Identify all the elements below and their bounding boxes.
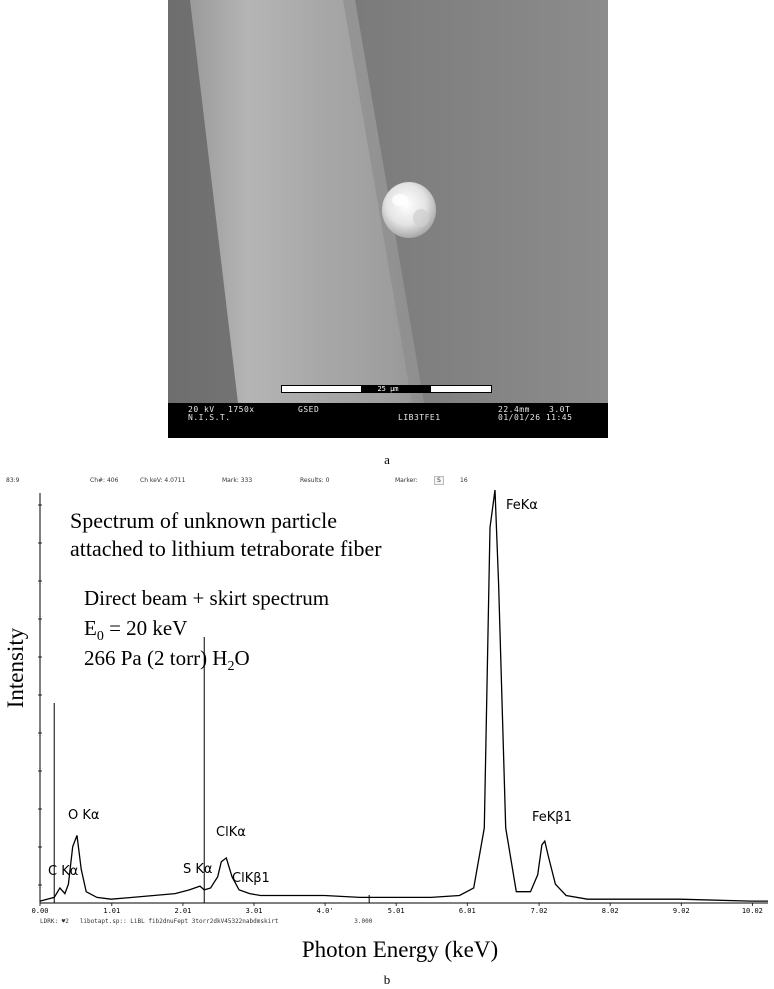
sem-micrograph <box>168 0 608 438</box>
peak-label-c-ka: C Kα <box>48 864 79 879</box>
x-axis-label: Photon Energy (keV) <box>301 937 499 962</box>
header-left: 83:9 <box>6 477 20 484</box>
panel-b-label: b <box>383 972 391 987</box>
header-mark: Mark: 333 <box>222 477 253 484</box>
peak-label-cl-kb1: ClKβ1 <box>232 871 270 886</box>
x-ticks <box>32 903 763 915</box>
spectrum-footer: LDRK: ♥2 libotapt.sp:: LiBL fib2dnuFept 3torr2dkV45322nabdmskirt 3.000 <box>40 918 373 925</box>
peak-label-fe-kb1: FeKβ1 <box>532 810 572 825</box>
x-tick-label: 5.01 <box>387 907 405 915</box>
sem-info-bar <box>168 403 608 438</box>
info-wd: 22.4mm <box>498 405 530 414</box>
x-tick-label: 10.02 <box>741 907 763 915</box>
sem-image-graphic <box>168 0 608 438</box>
peak-label-s-ka: S Kα <box>183 862 213 877</box>
info-sample: LIB3TFE1 <box>398 413 441 422</box>
panel-a-label: a <box>384 452 390 467</box>
spectrum-title-line-1: Spectrum of unknown particle <box>70 508 337 533</box>
y-axis-label: Intensity <box>3 627 28 709</box>
x-tick-label: 9.02 <box>672 907 690 915</box>
x-tick-label: 2.01 <box>174 907 192 915</box>
peak-label-cl-ka: ClKα <box>216 825 246 840</box>
header-channel: Ch#: 406 <box>90 477 119 484</box>
info-datetime: 01/01/26 11:45 <box>498 413 573 422</box>
x-tick-label: 7.02 <box>530 907 548 915</box>
condition-line-pressure: 266 Pa (2 torr) $H_2O$ <box>84 646 250 674</box>
x-tick-label: 6.01 <box>458 907 476 915</box>
header-marker-z: 16 <box>460 477 468 484</box>
edx-spectrum-chart <box>0 485 774 925</box>
x-tick-label: 3.01 <box>245 907 263 915</box>
spectrum-title-line-2: attached to lithium tetraborate fiber <box>70 536 382 561</box>
condition-line-1: Direct beam + skirt spectrum <box>84 586 330 610</box>
info-mag: 1750x <box>228 405 255 414</box>
scale-bar-label: 25 μm <box>377 385 399 393</box>
header-channel-kev: Ch keV: 4.0711 <box>140 477 186 484</box>
condition-line-e0: $E_0 = 20$ keV <box>84 616 188 644</box>
header-results: Results: 0 <box>300 477 330 484</box>
info-kv: 20 kV <box>188 405 215 414</box>
particle <box>382 182 436 238</box>
x-tick-label: 4.0' <box>316 907 334 915</box>
info-detector: GSED <box>298 405 320 414</box>
peak-label-fe-ka: FeKα <box>506 498 538 513</box>
header-marker-element: S <box>434 476 444 485</box>
header-marker-label: Marker: <box>395 477 418 484</box>
info-org: N.I.S.T. <box>188 413 231 422</box>
x-tick-label: 0.00 <box>31 907 49 915</box>
x-tick-label: 1.01 <box>103 907 121 915</box>
info-pressure: 3.0T <box>549 405 571 414</box>
peak-label-o-ka: O Kα <box>68 808 100 823</box>
x-tick-label: 8.02 <box>601 907 619 915</box>
